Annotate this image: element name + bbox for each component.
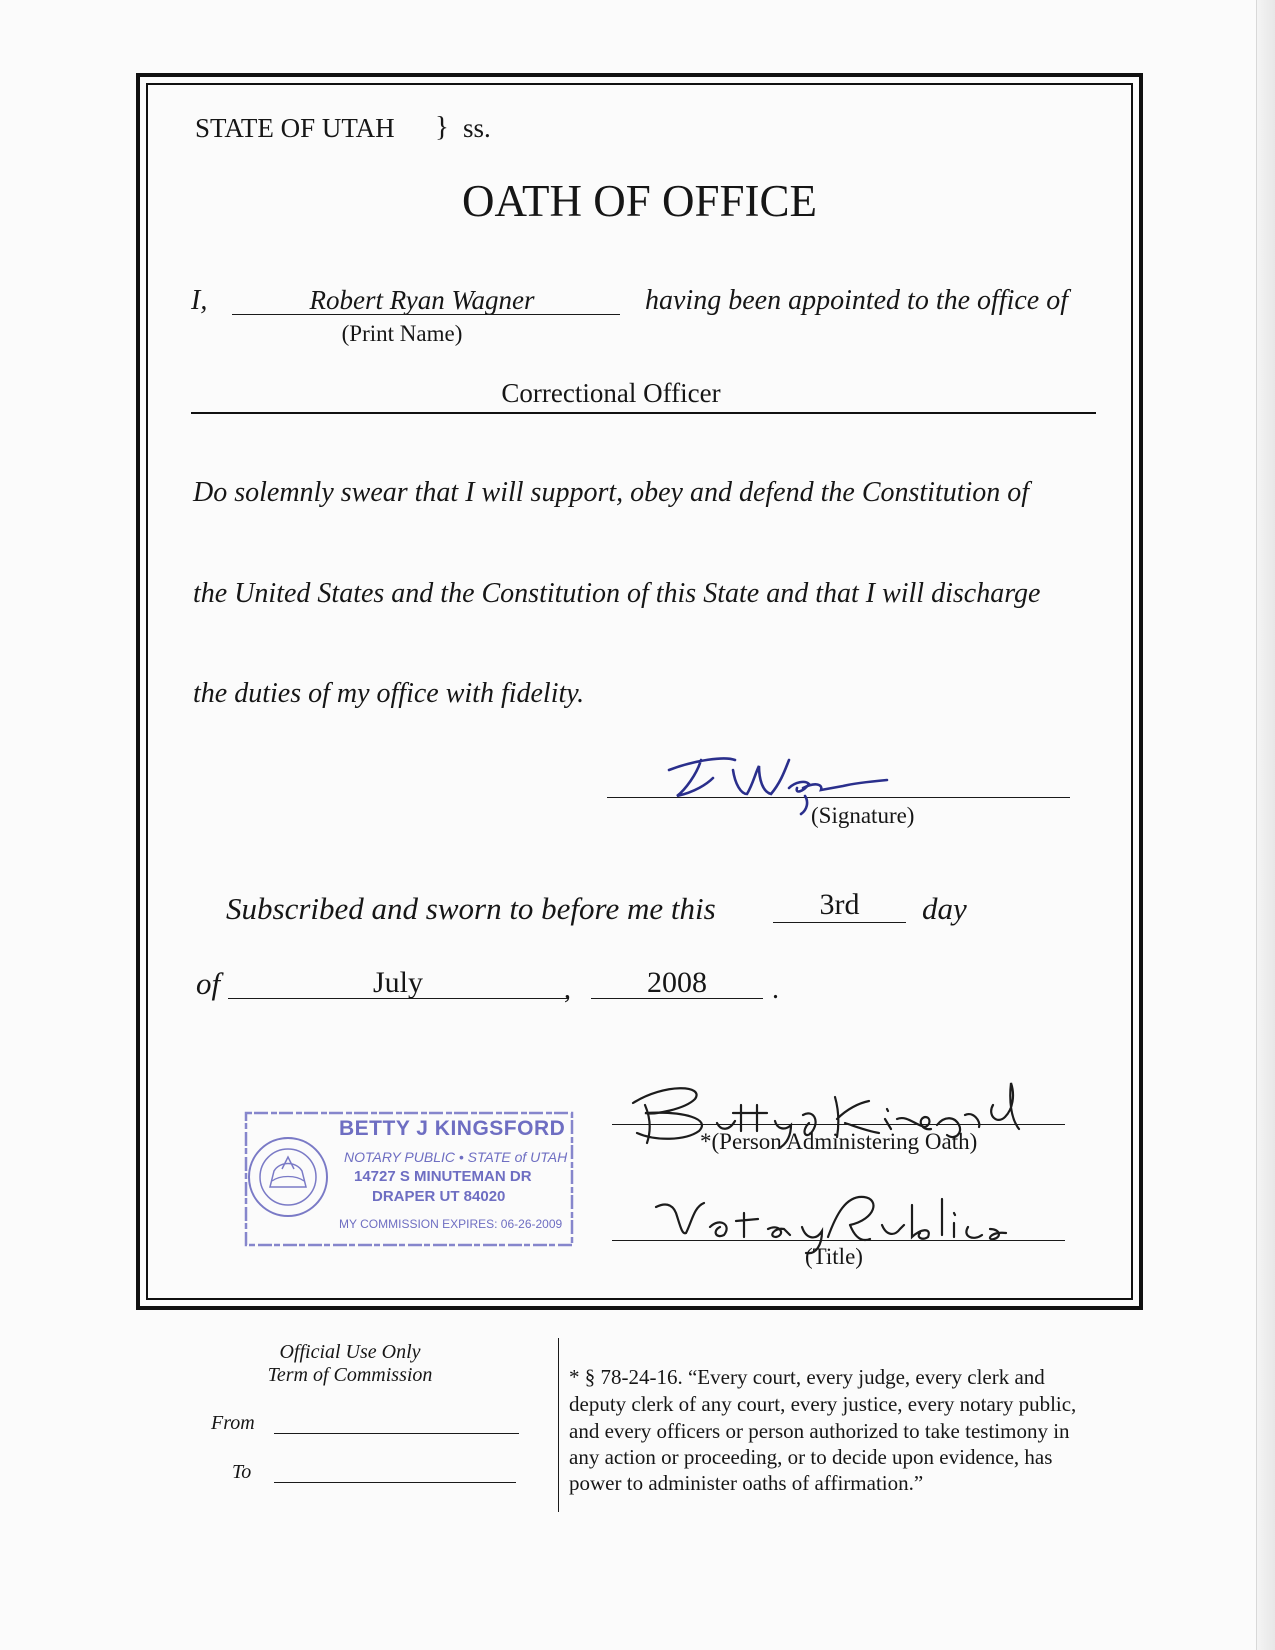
from-label: From (211, 1412, 255, 1434)
office-line (191, 412, 1096, 414)
oath-line-3: the duties of my office with fidelity. (193, 678, 585, 709)
brace: } (435, 111, 449, 143)
official-use-label: Official Use Only (279, 1341, 421, 1363)
oath-line-2: the United States and the Constitution of this State and that I will discharge (193, 578, 1041, 609)
day-value: 3rd (819, 888, 860, 921)
to-label: To (232, 1461, 252, 1483)
stamp-line-2: 14727 S MINUTEMAN DR (354, 1168, 532, 1185)
notary-stamp (244, 1111, 574, 1247)
subscribed-text: Subscribed and sworn to before me this (226, 891, 716, 926)
oath-line-1: Do solemnly swear that I will support, obey and defend the Constitution of (193, 477, 1030, 508)
statute-line-2: deputy clerk of any court, every justice, every notary public, (569, 1392, 1077, 1416)
month-value: July (372, 966, 423, 999)
ss-label: ss. (463, 113, 491, 143)
day-word: day (922, 891, 967, 926)
footer-divider (558, 1338, 559, 1512)
name-line (232, 314, 620, 315)
statute-line-1: * § 78-24-16. “Every court, every judge, every clerk and (569, 1365, 1045, 1389)
state-line: STATE OF UTAH (195, 113, 395, 143)
stamp-line-4: MY COMMISSION EXPIRES: 06-26-2009 (339, 1217, 563, 1231)
year-line (591, 998, 763, 999)
stamp-line-1: NOTARY PUBLIC • STATE of UTAH (344, 1149, 568, 1165)
intro-i: I, (191, 285, 208, 316)
office-value: Correctional Officer (501, 378, 721, 408)
day-line (773, 922, 906, 923)
signature-caption: (Signature) (811, 803, 915, 828)
appointed-text: having been appointed to the office of (645, 285, 1069, 316)
name-caption: (Print Name) (341, 321, 463, 346)
of-word: of (196, 966, 221, 1001)
title-line (612, 1240, 1065, 1241)
name-value: Robert Ryan Wagner (309, 285, 535, 315)
to-line (274, 1482, 516, 1483)
title-caption: (Title) (805, 1244, 863, 1269)
term-of-commission-label: Term of Commission (267, 1364, 433, 1386)
stamp-line-3: DRAPER UT 84020 (372, 1188, 506, 1205)
month-line (228, 998, 568, 999)
year-value: 2008 (647, 966, 707, 999)
period: . (772, 974, 779, 1005)
stamp-name: BETTY J KINGSFORD (339, 1117, 566, 1140)
page-edge (1256, 0, 1275, 1650)
statute-line-3: and every officers or person authorized to take testimony in (569, 1419, 1070, 1443)
statute-line-5: power to administer oaths of affirmation.” (569, 1471, 924, 1495)
administrator-line (612, 1124, 1065, 1125)
comma: , (564, 974, 571, 1005)
administering-caption: *(Person Administering Oath) (700, 1129, 978, 1154)
page-title: OATH OF OFFICE (461, 176, 818, 226)
statute-line-4: any action or proceeding, or to decide upon evidence, has (569, 1445, 1053, 1469)
from-line (274, 1433, 519, 1434)
